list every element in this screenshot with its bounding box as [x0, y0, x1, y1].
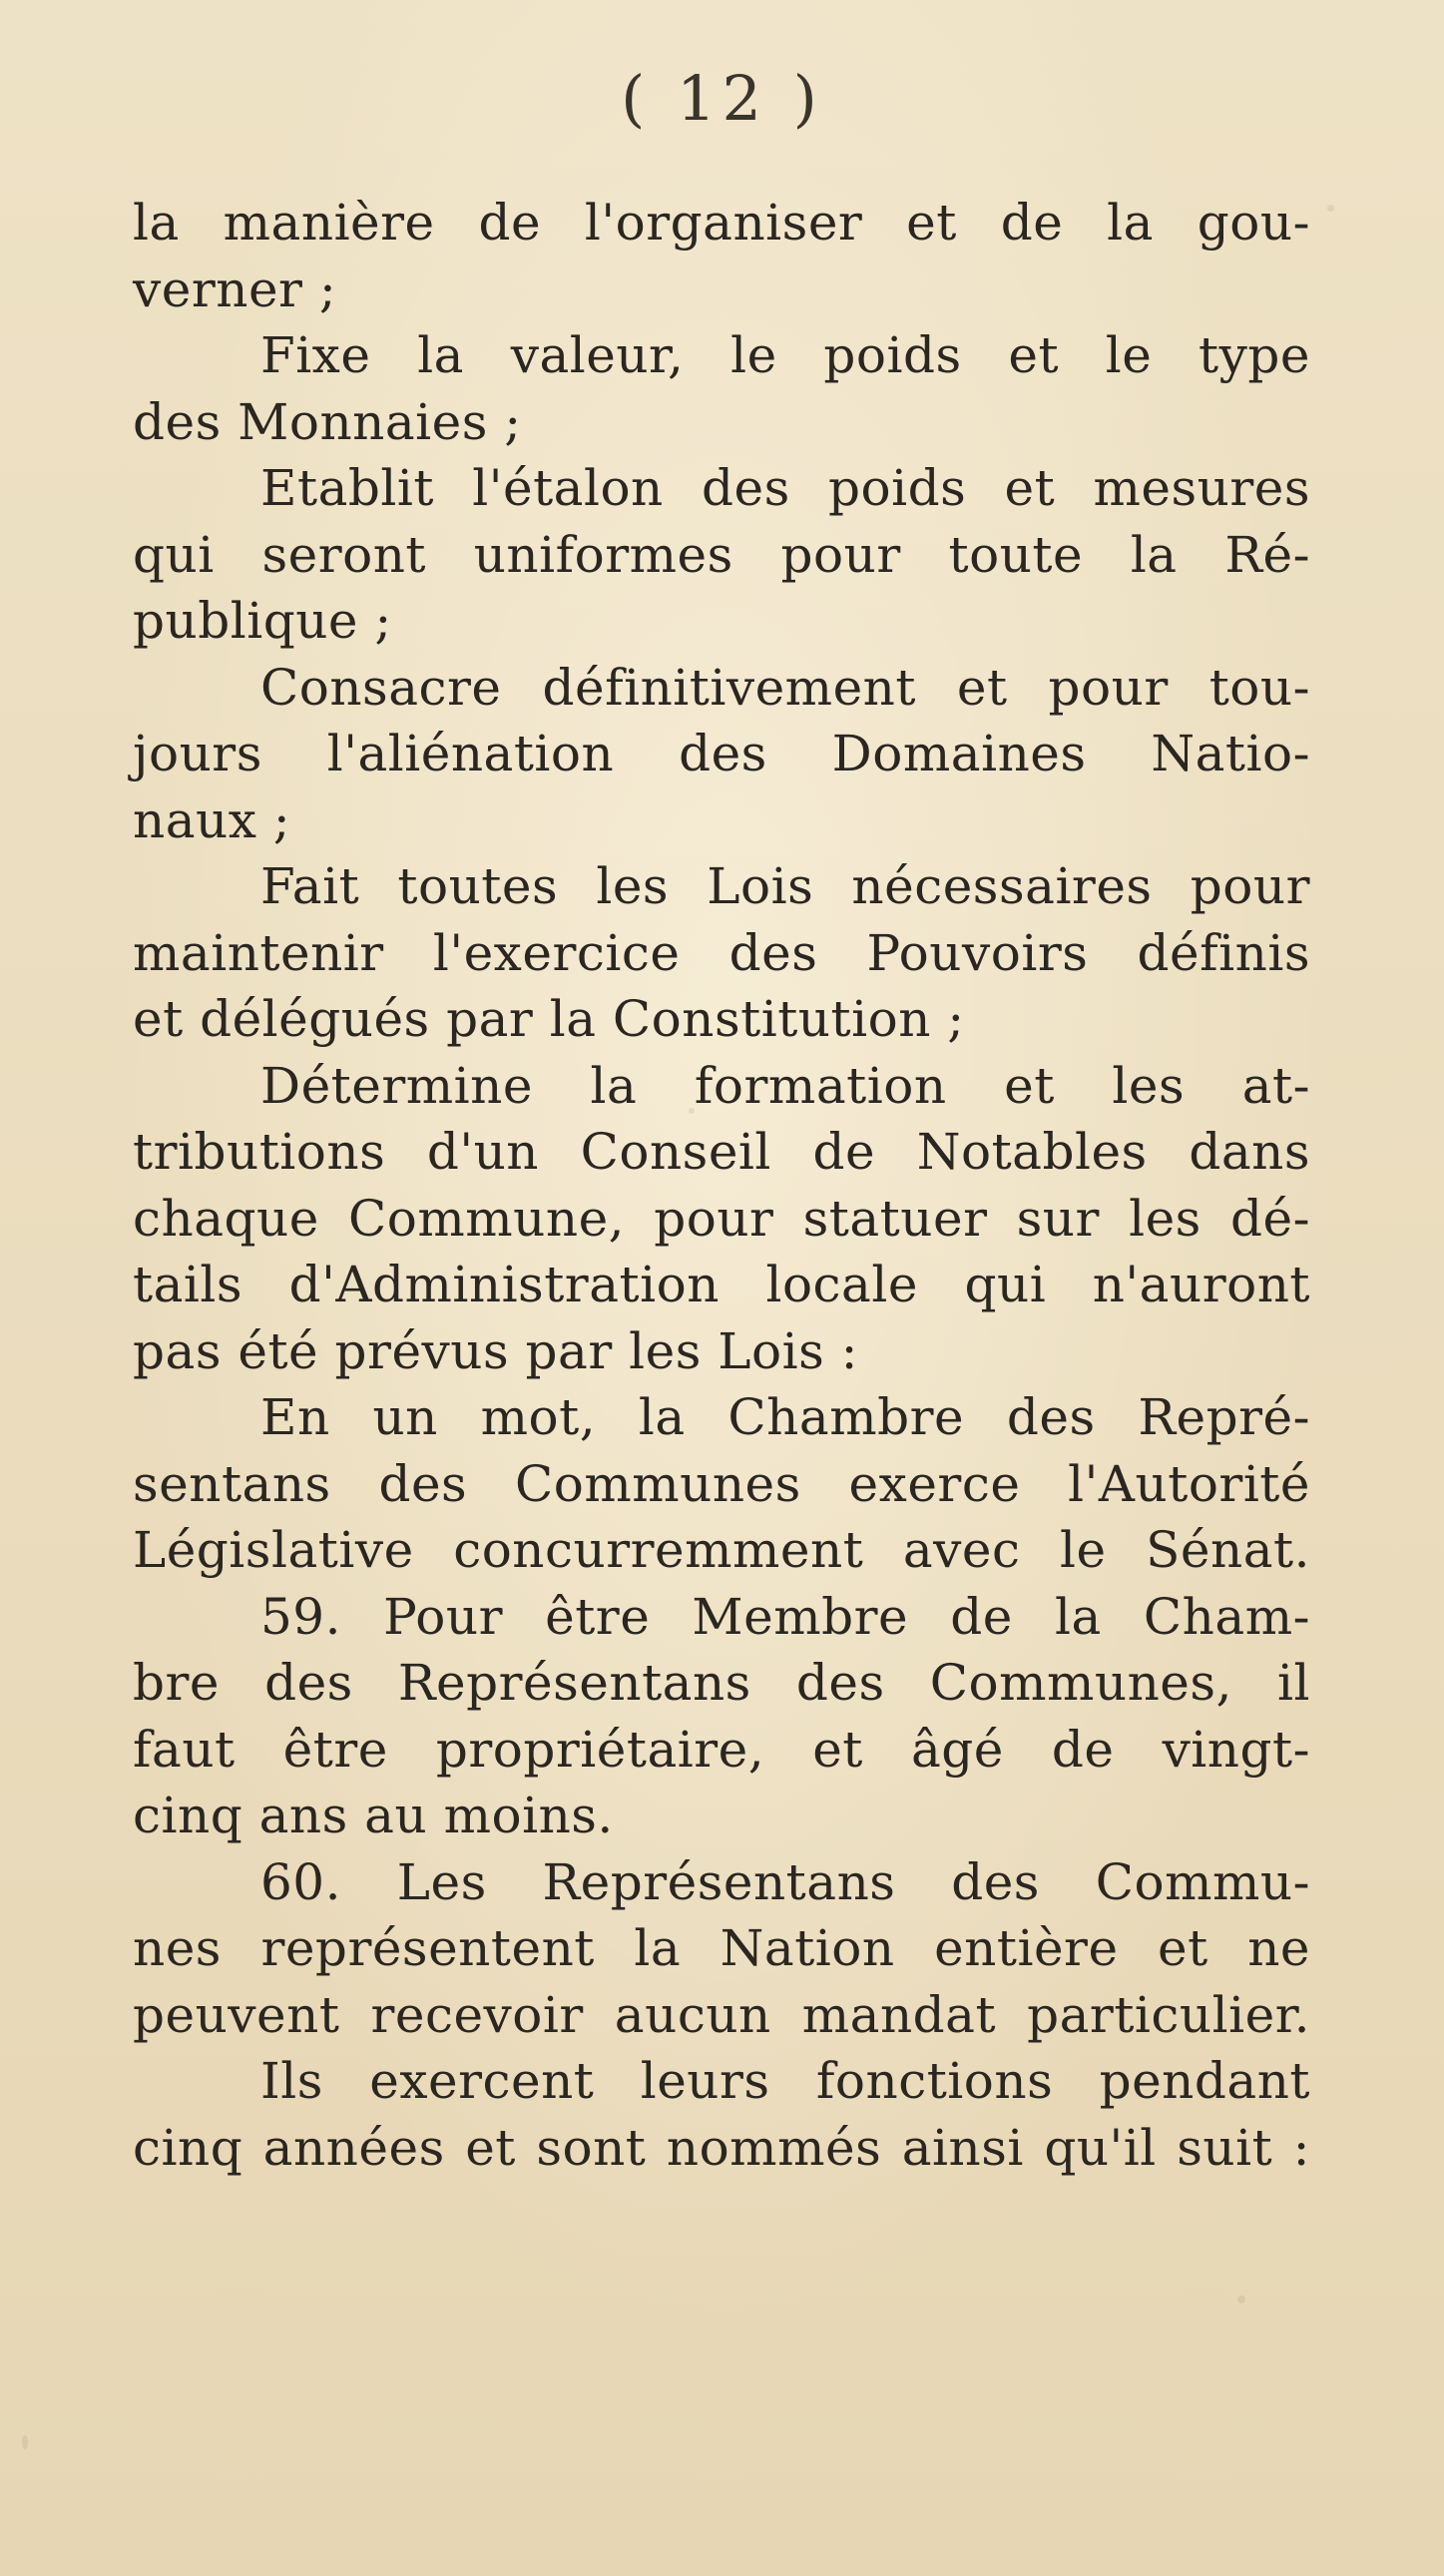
text-line: chaque Commune, pour statuer sur les dé- — [133, 1189, 1310, 1248]
text-line: tributions d'un Conseil de Notables dans — [133, 1123, 1310, 1181]
text-line: publique ; — [133, 592, 392, 650]
paper-spot — [22, 2435, 28, 2449]
text-line: et délégués par la Constitution ; — [133, 990, 965, 1048]
text-line: naux ; — [133, 790, 291, 849]
text-line: des Monnaies ; — [133, 392, 522, 451]
paper-spot — [1327, 205, 1334, 212]
text-line: Législative concurremment avec le Sénat. — [133, 1521, 1310, 1579]
text-line: qui seront uniformes pour toute la Ré- — [133, 525, 1310, 584]
text-line: la manière de l'organiser et de la gou- — [133, 194, 1310, 252]
text-line: sentans des Communes exerce l'Autorité — [133, 1454, 1310, 1513]
text-line: verner ; — [133, 259, 337, 318]
body-text — [133, 190, 1310, 2181]
text-line: Détermine la formation et les at- — [260, 1056, 1310, 1115]
page-number: ( 12 ) — [621, 62, 823, 135]
text-line: Ils exercent leurs fonctions pendant — [260, 2052, 1310, 2110]
text-line: pas été prévus par les Lois : — [133, 1321, 858, 1380]
text-line: Etablit l'étalon des poids et mesures — [260, 459, 1310, 517]
text-line: peuvent recevoir aucun mandat particulier. — [133, 1985, 1310, 2044]
text-line: 59. Pour être Membre de la Cham- — [260, 1587, 1310, 1646]
text-line: Fixe la valeur, le poids et le type — [260, 326, 1310, 384]
text-line: Consacre définitivement et pour tou- — [260, 658, 1310, 717]
text-line: bre des Représentans des Communes, il — [133, 1654, 1310, 1712]
text-line: maintenir l'exercice des Pouvoirs définis — [133, 923, 1310, 982]
text-line: cinq ans au moins. — [133, 1787, 614, 1844]
text-line: En un mot, la Chambre des Repré- — [260, 1388, 1310, 1446]
text-line: cinq années et sont nommés ainsi qu'il suit : — [133, 2118, 1310, 2177]
text-line: nes représentent la Nation entière et ne — [133, 1919, 1310, 1977]
text-line: jours l'aliénation des Domaines Natio- — [133, 725, 1310, 782]
text-line: Fait toutes les Lois nécessaires pour — [260, 857, 1310, 915]
text-line: 60. Les Représentans des Commu- — [260, 1852, 1310, 1911]
text-line: tails d'Administration locale qui n'auront — [133, 1256, 1310, 1313]
paper-spot — [1237, 2296, 1245, 2304]
text-line: faut être propriétaire, et âgé de vingt- — [133, 1720, 1310, 1779]
